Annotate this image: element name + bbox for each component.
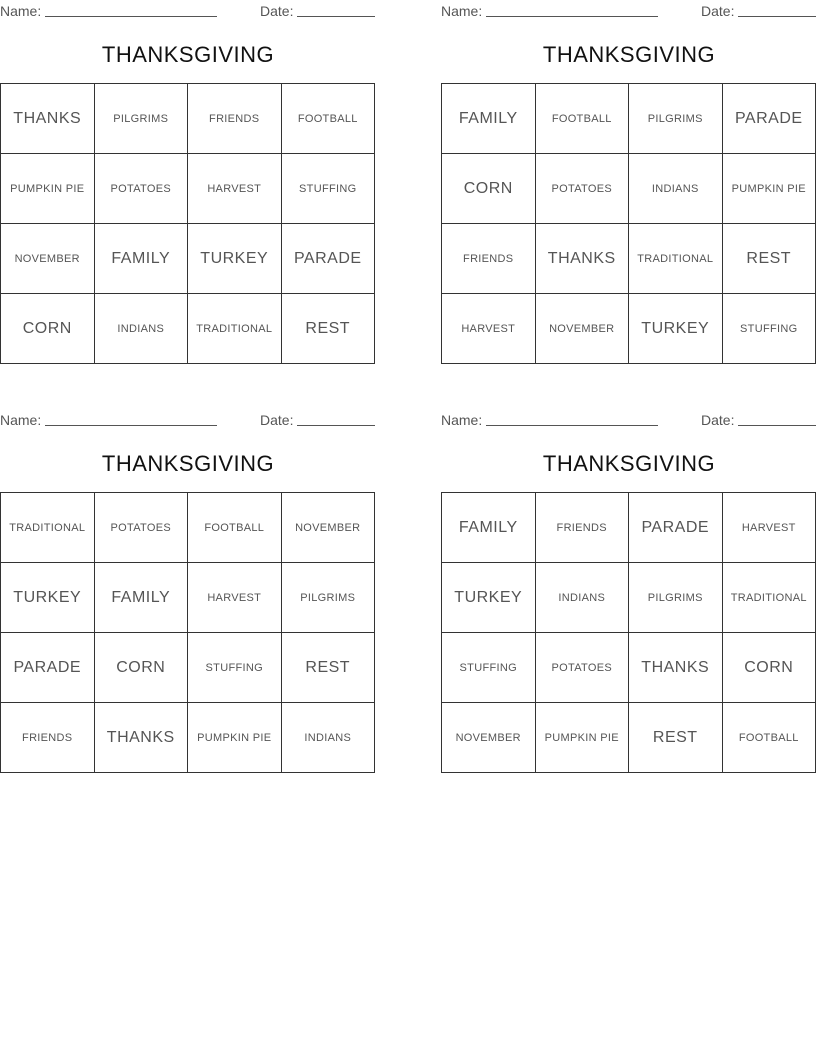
date-label: Date: <box>701 3 735 19</box>
bingo-cell: INDIANS <box>282 703 376 773</box>
bingo-cell: FAMILY <box>442 493 536 563</box>
bingo-cell: NOVEMBER <box>442 703 536 773</box>
bingo-cell: REST <box>282 294 376 364</box>
bingo-cell: THANKS <box>95 703 189 773</box>
bingo-cell: PILGRIMS <box>282 563 376 633</box>
bingo-cell: INDIANS <box>629 154 723 224</box>
bingo-card <box>441 409 816 746</box>
bingo-cell: THANKS <box>629 633 723 703</box>
bingo-cell: FRIENDS <box>1 703 95 773</box>
card-header <box>441 0 816 22</box>
bingo-cell: FRIENDS <box>442 224 536 294</box>
bingo-grid <box>441 492 816 773</box>
bingo-cell: TRADITIONAL <box>629 224 723 294</box>
name-label: Name: <box>0 3 42 19</box>
date-field[interactable] <box>297 16 375 17</box>
bingo-cell: FAMILY <box>442 84 536 154</box>
bingo-cell: HARVEST <box>723 493 816 563</box>
bingo-cell: STUFFING <box>188 633 282 703</box>
bingo-cell: PUMPKIN PIE <box>1 154 95 224</box>
bingo-cell: INDIANS <box>536 563 630 633</box>
bingo-cell: PARADE <box>723 84 816 154</box>
bingo-cell: HARVEST <box>442 294 536 364</box>
name-field[interactable] <box>486 425 658 426</box>
bingo-cell: TRADITIONAL <box>188 294 282 364</box>
date-field[interactable] <box>738 16 816 17</box>
bingo-card <box>0 0 376 337</box>
bingo-cell: PILGRIMS <box>629 84 723 154</box>
bingo-grid <box>0 492 375 773</box>
bingo-cell: REST <box>629 703 723 773</box>
bingo-cell: TURKEY <box>1 563 95 633</box>
bingo-cell: INDIANS <box>95 294 189 364</box>
bingo-cell: POTATOES <box>95 493 189 563</box>
card-header <box>441 409 816 431</box>
card-title: THANKSGIVING <box>101 42 275 67</box>
bingo-cell: TURKEY <box>629 294 723 364</box>
name-field[interactable] <box>45 425 217 426</box>
bingo-cell: FOOTBALL <box>536 84 630 154</box>
bingo-cell: CORN <box>1 294 95 364</box>
bingo-grid <box>0 83 375 364</box>
name-label: Name: <box>0 412 42 428</box>
bingo-cell: NOVEMBER <box>1 224 95 294</box>
bingo-cell: PILGRIMS <box>629 563 723 633</box>
name-field[interactable] <box>45 16 217 17</box>
bingo-cell: TRADITIONAL <box>1 493 95 563</box>
bingo-cell: STUFFING <box>282 154 376 224</box>
card-title: THANKSGIVING <box>101 451 275 476</box>
bingo-cell: TURKEY <box>442 563 536 633</box>
date-label: Date: <box>260 3 294 19</box>
bingo-cell: PARADE <box>1 633 95 703</box>
bingo-cell: NOVEMBER <box>282 493 376 563</box>
bingo-cell: TRADITIONAL <box>723 563 816 633</box>
bingo-cell: PUMPKIN PIE <box>536 703 630 773</box>
bingo-cell: TURKEY <box>188 224 282 294</box>
name-label: Name: <box>441 412 483 428</box>
bingo-cell: STUFFING <box>442 633 536 703</box>
bingo-grid <box>441 83 816 364</box>
bingo-cell: FOOTBALL <box>282 84 376 154</box>
bingo-cell: CORN <box>442 154 536 224</box>
bingo-cell: PUMPKIN PIE <box>723 154 816 224</box>
bingo-cell: HARVEST <box>188 154 282 224</box>
bingo-cell: REST <box>723 224 816 294</box>
bingo-cell: CORN <box>95 633 189 703</box>
bingo-cell: POTATOES <box>95 154 189 224</box>
card-title: THANKSGIVING <box>542 451 716 476</box>
bingo-cell: FAMILY <box>95 224 189 294</box>
bingo-cell: FOOTBALL <box>723 703 816 773</box>
name-field[interactable] <box>486 16 658 17</box>
bingo-cell: PARADE <box>629 493 723 563</box>
date-field[interactable] <box>297 425 375 426</box>
bingo-cell: FRIENDS <box>536 493 630 563</box>
bingo-cell: THANKS <box>1 84 95 154</box>
bingo-card <box>0 409 376 746</box>
bingo-cell: POTATOES <box>536 633 630 703</box>
bingo-cell: STUFFING <box>723 294 816 364</box>
bingo-cell: FRIENDS <box>188 84 282 154</box>
bingo-cell: PARADE <box>282 224 376 294</box>
bingo-cell: CORN <box>723 633 816 703</box>
card-title: THANKSGIVING <box>542 42 716 67</box>
bingo-cell: THANKS <box>536 224 630 294</box>
date-label: Date: <box>701 412 735 428</box>
date-label: Date: <box>260 412 294 428</box>
bingo-cell: REST <box>282 633 376 703</box>
bingo-card <box>441 0 816 337</box>
bingo-cell: FAMILY <box>95 563 189 633</box>
bingo-cell: HARVEST <box>188 563 282 633</box>
bingo-cell: POTATOES <box>536 154 630 224</box>
date-field[interactable] <box>738 425 816 426</box>
bingo-cell: PUMPKIN PIE <box>188 703 282 773</box>
bingo-cell: NOVEMBER <box>536 294 630 364</box>
card-header <box>0 409 376 431</box>
name-label: Name: <box>441 3 483 19</box>
bingo-cell: PILGRIMS <box>95 84 189 154</box>
bingo-cell: FOOTBALL <box>188 493 282 563</box>
card-header <box>0 0 376 22</box>
